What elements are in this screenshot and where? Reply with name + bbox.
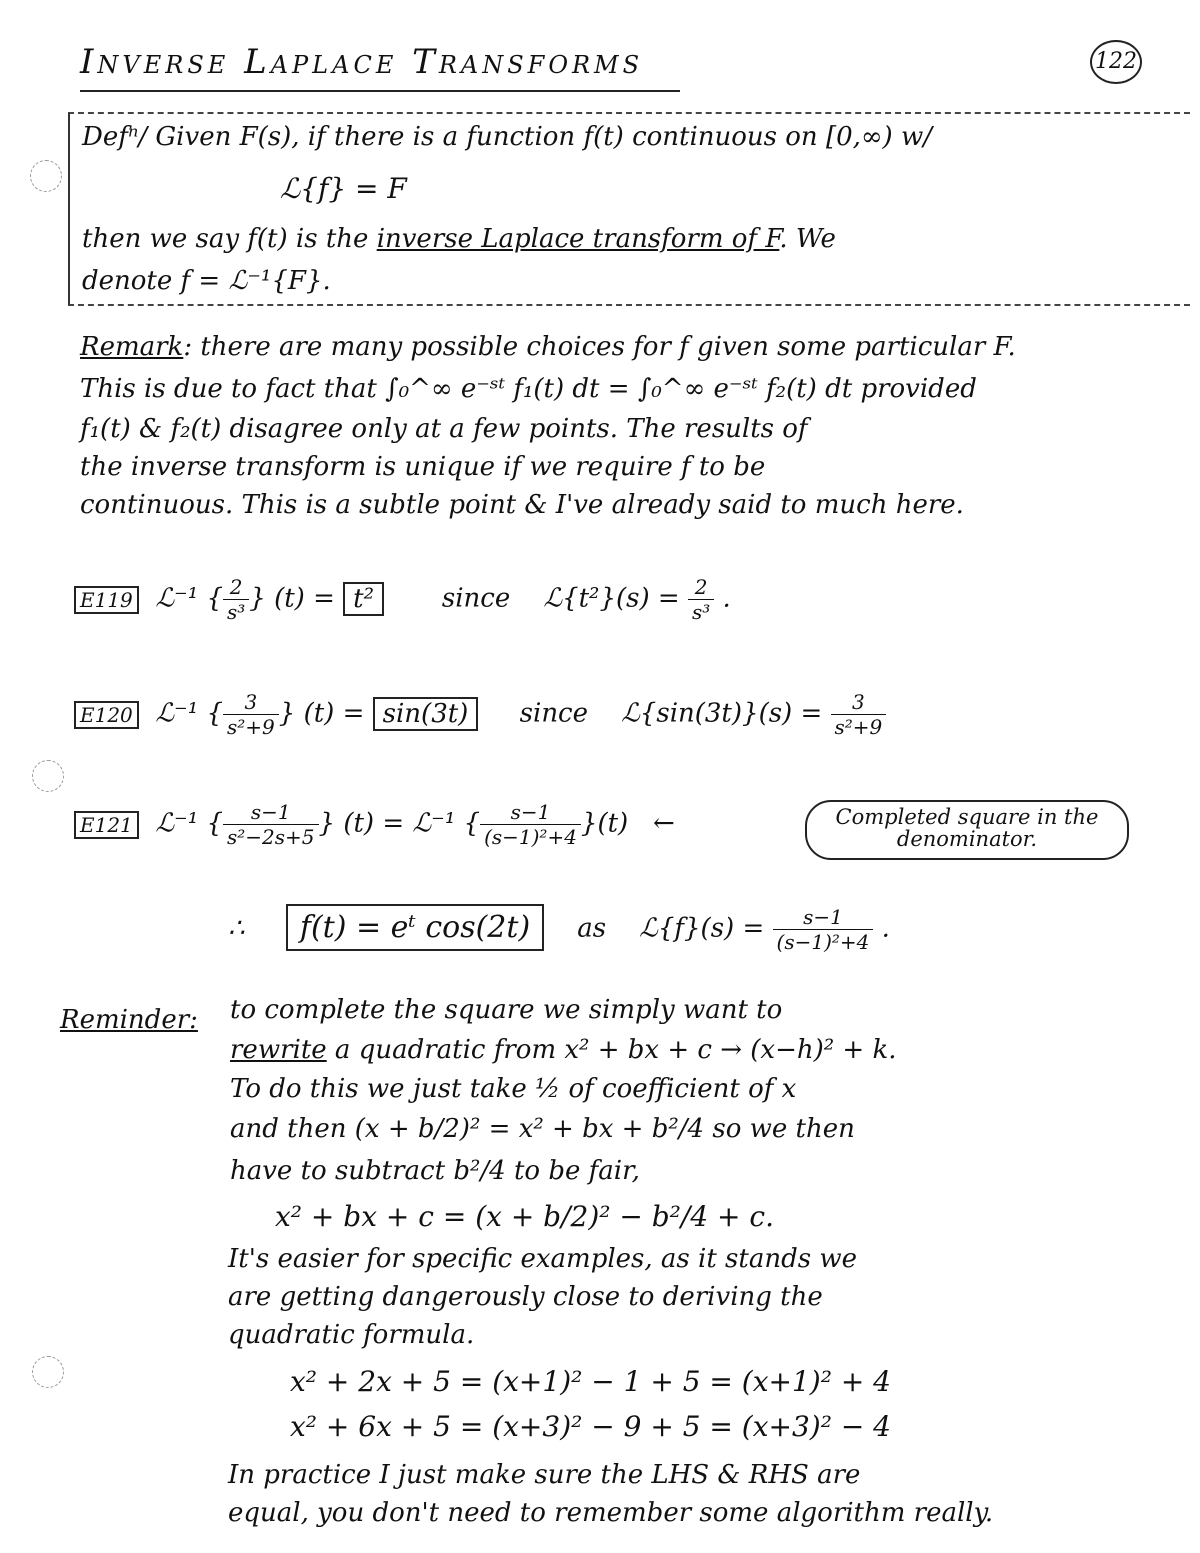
since-word: since [441,583,511,614]
lhs-post-2: (t) [597,808,629,839]
reason: ℒ{t²}(s) = [543,583,680,614]
numerator: s−1 [223,800,319,825]
binder-hole [32,1356,64,1388]
completed-square-note: Completed square in the denominator. [805,800,1129,860]
denominator: s³ [227,600,246,624]
remark-line-2: This is due to fact that ∫₀^∞ e⁻ˢᵗ f₁(t) dt = ∫₀^∞ e⁻ˢᵗ f₂(t) dt provided [80,374,977,404]
reminder-line-9: quadratic formula. [228,1320,475,1350]
reminder-rewrite: rewrite [230,1035,327,1065]
reason: ℒ{f}(s) = [639,913,765,944]
numerator: 2 [688,575,714,600]
boxed-result: t² [343,582,384,616]
definition-term: inverse Laplace transform of F [376,224,780,254]
therefore-symbol: ∴ [228,913,245,944]
reminder-line-11: equal, you don't need to remember some algorithm really. [228,1498,994,1528]
numerator: 3 [223,690,279,715]
example-tag: E120 [74,701,139,729]
numerator: s−1 [480,800,581,825]
binder-hole [32,760,64,792]
example-tag: E121 [74,811,139,839]
remark-label: Remark [80,332,184,362]
reminder-line-2-text: a quadratic from x² + bx + c → (x−h)² + k. [334,1035,897,1065]
example-e119: E119 ℒ⁻¹ { $\frac{2}{\text{s³}}$ } (t) = t² since ℒ{t²}(s) = $\frac{2}{\text{s³}}$ . [74,575,731,624]
definition-line-3-pre: then we say f(t) is the [82,224,369,254]
fraction [480,800,581,849]
arrow: ← [653,808,675,839]
denominator: s²+9 [834,715,883,739]
remark-line-5: continuous. This is a subtle point & I've already said to much here. [80,490,964,520]
page-title: Inverse Laplace Transforms [80,42,644,82]
lhs-post: (t) = [303,698,365,729]
remark-text-1: : there are many possible choices for f given some particular F. [183,332,1016,362]
reminder-line-7: It's easier for specific examples, as it stands we [228,1244,857,1274]
boxed-result: sin(3t) [373,697,479,731]
numerator: 3 [831,690,887,715]
reminder-line-5: have to subtract b²/4 to be fair, [230,1156,640,1186]
reminder-label: Reminder: [60,1005,198,1035]
reminder-line-1: to complete the square we simply want to [230,995,783,1025]
numerator: 2 [223,575,249,600]
fraction [688,575,714,624]
example-e121: E121 ℒ⁻¹ { $\frac{s-1}{\text{s²−2s+5}}$ } (t) = ℒ⁻¹ { $\frac{s-1}{\text{(s−1)²+4}}$ }(t) ← [74,800,675,849]
fraction [773,905,874,954]
definition-line-1: Defⁿ/ Given F(s), if there is a function f(t) continuous on [0,∞) w/ [82,122,932,152]
inverse-operator: ℒ⁻¹ [155,583,199,614]
definition-equation: ℒ{f} = F [280,172,407,205]
remark-line-4: the inverse transform is unique if we require f to be [80,452,766,482]
reason: ℒ{sin(3t)}(s) = [621,698,823,729]
binder-hole [30,160,62,192]
fraction [223,800,319,849]
worked-example-1: x² + 2x + 5 = (x+1)² − 1 + 5 = (x+1)² + 4 [290,1365,891,1398]
fraction [223,575,249,624]
example-e120: E120 ℒ⁻¹ { $\frac{3}{\text{s²+9}}$ } (t) = sin(3t) since ℒ{sin(3t)}(s) = $\frac{3}{\text{s²+9}}$ [74,690,886,739]
example-tag: E119 [74,586,139,614]
title-underline [80,90,680,92]
page-number: 122 [1090,40,1142,84]
reminder-line-2 [230,1035,897,1065]
reminder-line-10: In practice I just make sure the LHS & RHS are [228,1460,861,1490]
example-e121-result: ∴ f(t) = eᵗ cos(2t) as ℒ{f}(s) = $\frac{s-1}{\text{(s−1)²+4}}$ . [228,905,890,954]
denominator: s²+9 [227,715,275,739]
since-word: since [519,698,589,729]
denominator: s²−2s+5 [227,825,315,849]
fraction [223,690,279,739]
definition-line-4: denote f = ℒ⁻¹{F}. [82,266,331,296]
denominator: (s−1)²+4 [776,930,870,954]
worked-example-2: x² + 6x + 5 = (x+3)² − 9 + 5 = (x+3)² − 4 [290,1410,891,1443]
boxed-result: f(t) = eᵗ cos(2t) [286,904,544,951]
remark-line-1 [80,332,1016,362]
denominator: s³ [691,600,711,624]
remark-line-3: f₁(t) & f₂(t) disagree only at a few points. The results of [80,414,808,444]
as-word: as [577,913,607,944]
inverse-operator: ℒ⁻¹ [155,698,199,729]
lhs-post: (t) = [274,583,335,614]
lhs-post: (t) = ℒ⁻¹ [343,808,456,839]
reminder-line-3: To do this we just take ½ of coefficient of x [230,1074,797,1104]
reminder-identity: x² + bx + c = (x + b/2)² − b²/4 + c. [275,1200,774,1233]
reminder-line-8: are getting dangerously close to deriving the [228,1282,823,1312]
inverse-operator: ℒ⁻¹ [155,808,199,839]
denominator: (s−1)²+4 [484,825,577,849]
definition-line-3 [82,224,836,254]
numerator: s−1 [773,905,874,930]
reminder-line-4: and then (x + b/2)² = x² + bx + b²/4 so we then [230,1114,855,1144]
fraction [831,690,887,739]
definition-line-3-post: . We [779,224,836,254]
